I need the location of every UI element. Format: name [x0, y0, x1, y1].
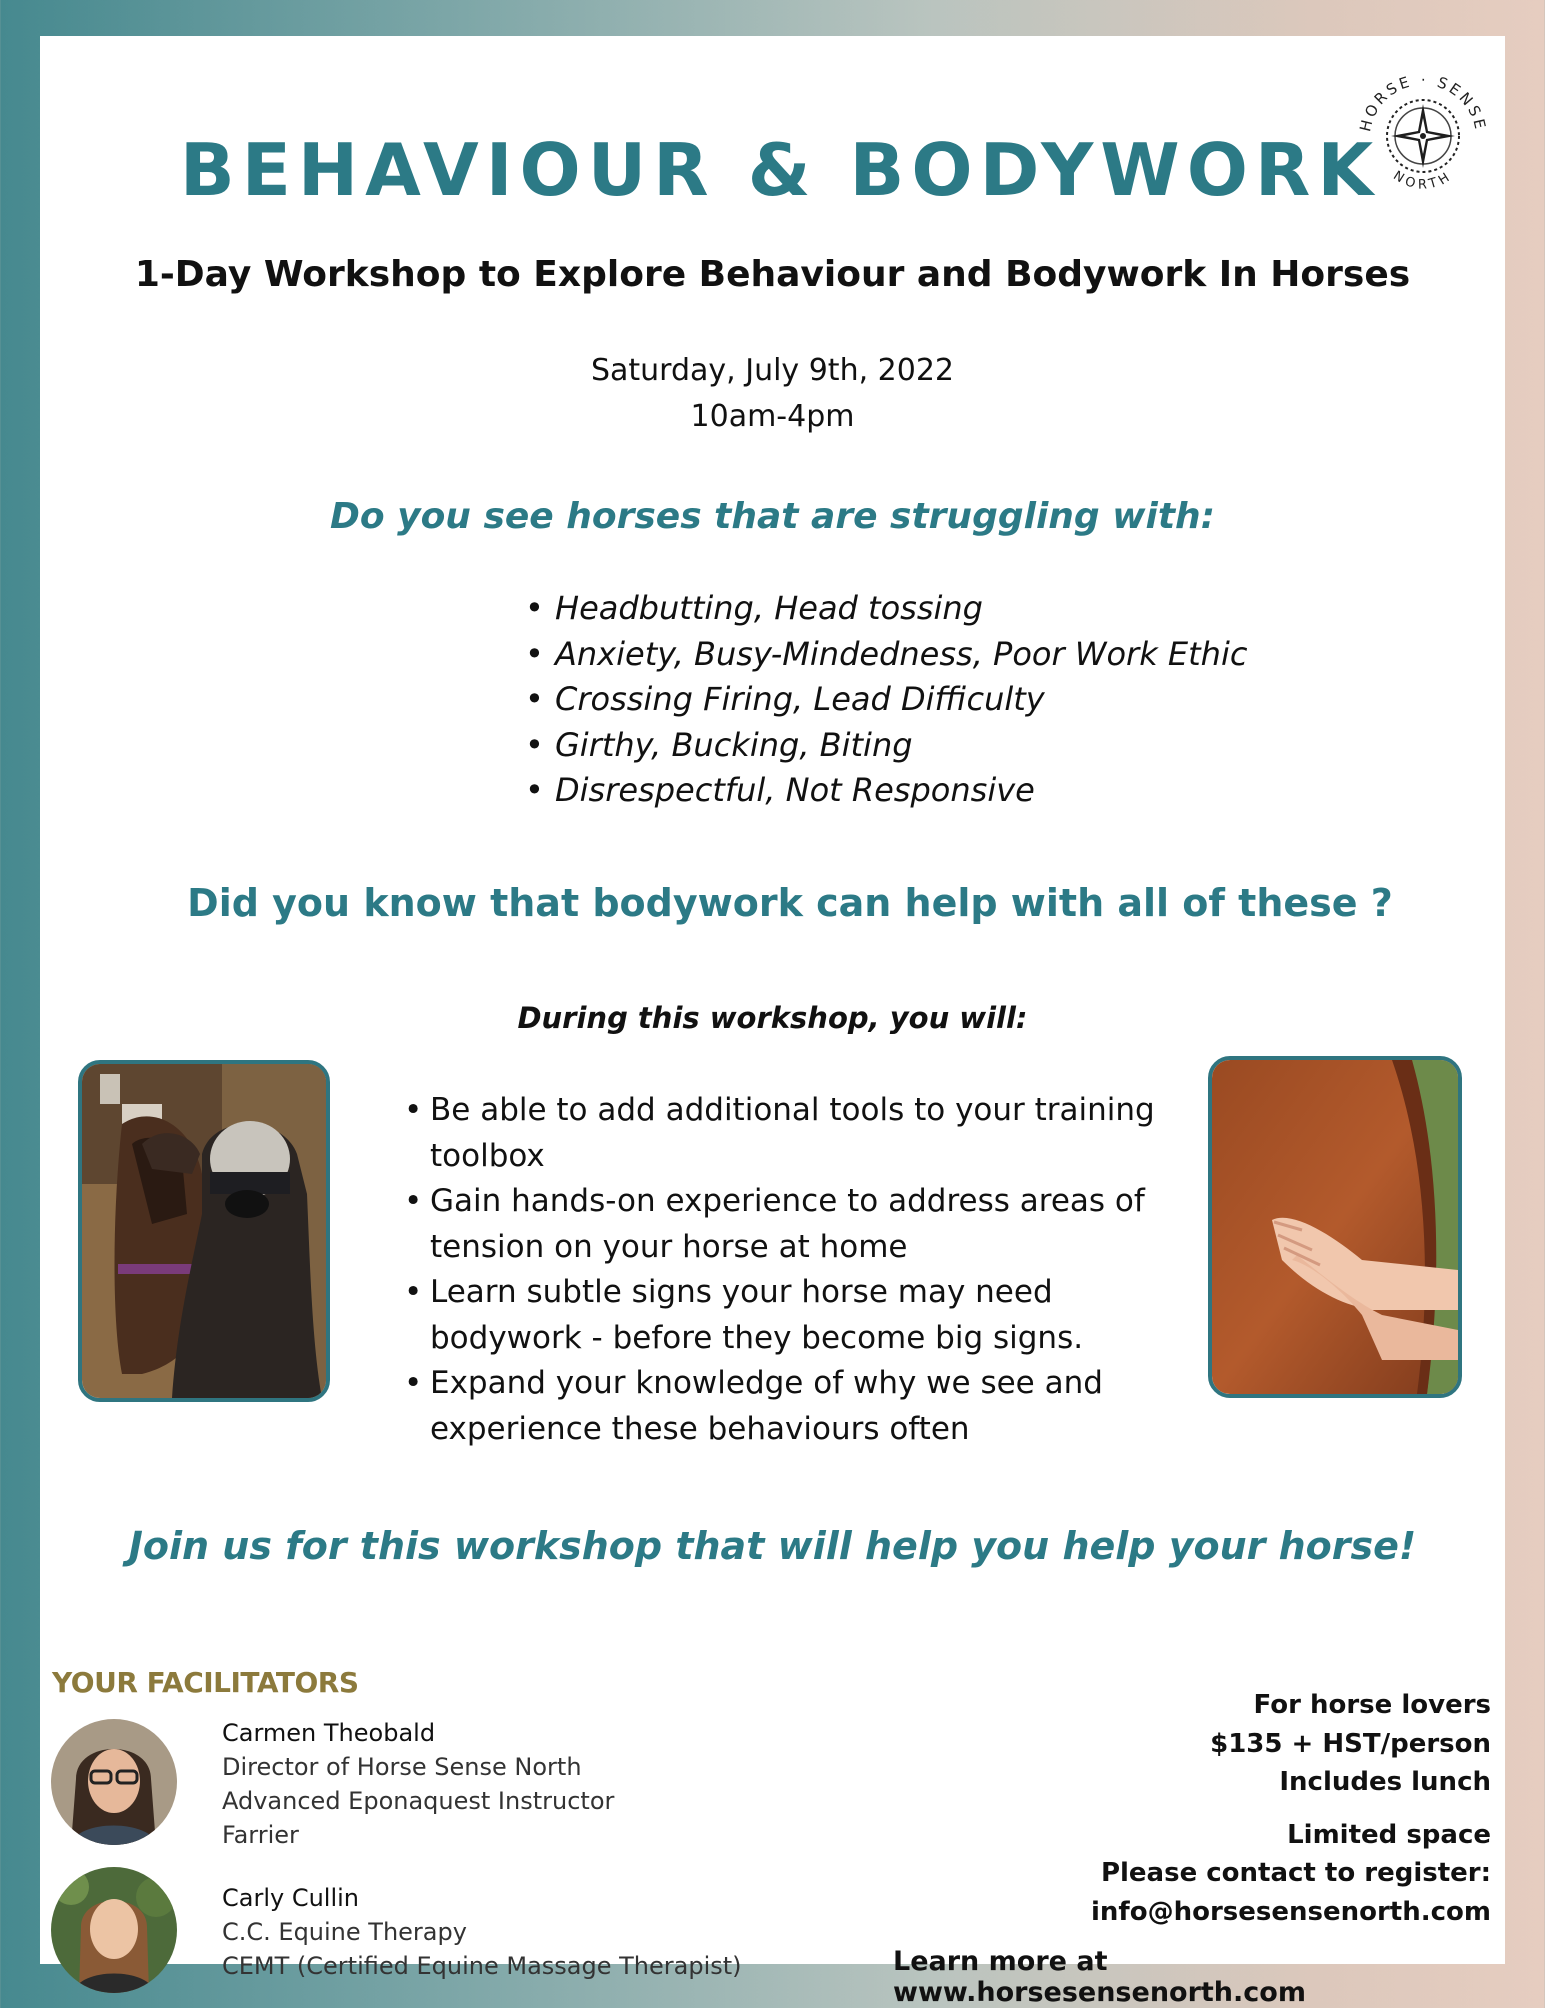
facilitator-name: Carmen Theobald	[222, 1719, 436, 1747]
benefits-list	[402, 1088, 1182, 1452]
svg-text:HORSE · SENSE: HORSE · SENSE	[1356, 70, 1490, 134]
struggle-question: Do you see horses that are struggling with:	[329, 496, 1216, 537]
facilitator-carly	[222, 1881, 742, 1983]
facilitator-name: Carly Cullin	[222, 1884, 360, 1912]
list-item: • Expand your knowledge of why we see and experience these behaviours often	[402, 1361, 1182, 1452]
event-date: Saturday, July 9th, 2022	[590, 353, 955, 388]
list-item: • Be able to add additional tools to your training toolbox	[402, 1088, 1182, 1179]
horse-hug-photo	[78, 1060, 330, 1402]
website-link[interactable]: Learn more at www.horsesensenorth.com	[893, 1946, 1306, 2008]
facilitators-heading: YOUR FACILITATORS	[52, 1666, 359, 1699]
list-item: • Girthy, Bucking, Biting	[525, 723, 1425, 769]
email-link[interactable]: info@horsesensenorth.com	[1090, 1896, 1491, 1927]
pricing-info	[1091, 1686, 1491, 1931]
facilitator-role: Farrier	[222, 1821, 299, 1849]
price-text: $135 + HST/person	[1210, 1728, 1491, 1759]
audience-text: For horse lovers	[1253, 1690, 1491, 1720]
avatar	[51, 1719, 177, 1845]
avatar	[51, 1867, 177, 1993]
facilitator-role: CEMT (Certified Equine Massage Therapist)	[222, 1952, 742, 1980]
facilitator-role: Director of Horse Sense North	[222, 1753, 582, 1781]
horse-sense-north-logo	[1348, 60, 1498, 210]
list-item: • Crossing Firing, Lead Difficulty	[525, 677, 1425, 723]
event-datetime	[40, 348, 1505, 440]
workshop-subtitle: 1-Day Workshop to Explore Behaviour and Bodywork In Horses	[134, 254, 1411, 295]
facilitator-role: C.C. Equine Therapy	[222, 1918, 467, 1946]
lunch-text: Includes lunch	[1279, 1767, 1491, 1797]
did-you-know-heading: Did you know that bodywork can help with all of these ?	[187, 881, 1393, 925]
list-item: • Disrespectful, Not Responsive	[525, 768, 1425, 814]
page-title: BEHAVIOUR & BODYWORK	[179, 128, 1381, 212]
flyer-page	[40, 36, 1505, 2008]
facilitator-role: Advanced Eponaquest Instructor	[222, 1787, 615, 1815]
during-heading: During this workshop, you will:	[517, 1001, 1028, 1035]
list-item: • Gain hands-on experience to address areas of tension on your horse at home	[402, 1179, 1182, 1270]
svg-text:NORTH: NORTH	[1390, 168, 1456, 193]
event-time: 10am-4pm	[690, 399, 855, 434]
facilitator-carmen	[222, 1716, 614, 1852]
space-text: Limited space	[1287, 1819, 1491, 1850]
list-item: • Learn subtle signs your horse may need bodywork - before they become big signs.	[402, 1270, 1182, 1361]
join-us-cta: Join us for this workshop that will help you help your horse!	[128, 1524, 1417, 1568]
contact-text: Please contact to register:	[1100, 1858, 1491, 1888]
list-item: • Headbutting, Head tossing	[525, 586, 1425, 632]
list-item: • Anxiety, Busy-Mindedness, Poor Work Ethic	[525, 632, 1425, 678]
issues-list	[525, 586, 1425, 814]
bodywork-hands-photo	[1208, 1056, 1462, 1398]
